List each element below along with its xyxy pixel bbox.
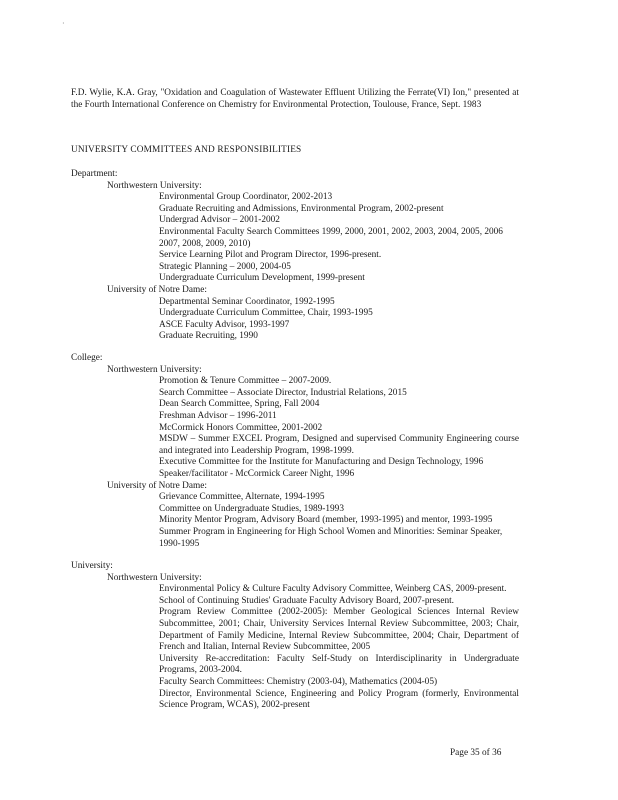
institution-label: Northwestern University: [107,364,202,375]
college-notre-dame-list [159,492,519,550]
list-item: Service Learning Pilot and Program Director, 1996-present. [159,250,382,261]
intro-citation: F.D. Wylie, K.A. Gray, "Oxidation and Coagulation of Wastewater Effluent Utilizing the Ferrate(VI) Ion," presented at the Fourth International Conference on Chemistry for Environmental Protection, Toulouse, France, Sept. 1983 [71,88,519,110]
university-northwestern-list [159,584,519,712]
list-item: Grievance Committee, Alternate, 1994-1995 [159,492,325,503]
list-item: Summer Program in Engineering for High School Women and Minorities: Seminar Speaker, 1990-1995 [159,526,503,549]
list-item: ASCE Faculty Advisor, 1993-1997 [159,319,290,330]
list-item: Faculty Search Committees: Chemistry (2003-04), Mathematics (2004-05) [159,676,438,687]
list-item: Committee on Undergraduate Studies, 1989-1993 [159,503,344,514]
department-notre-dame-list [159,297,519,343]
list-item: Director, Environmental Science, Engineering and Policy Program (formerly, Environmental Science Program, WCAS), 2002-present [159,688,519,711]
department-label: Department: [71,169,118,179]
department-northwestern-list [159,192,519,285]
institution-label: Northwestern University: [107,180,202,191]
list-item: MSDW – Summer EXCEL Program, Designed and supervised Community Engineering course and integrated into Leadership Program, 1998-1999. [159,434,519,456]
list-item: Graduate Recruiting, 1990 [159,331,258,342]
list-item: Search Committee – Associate Director, Industrial Relations, 2015 [159,387,407,398]
institution-label: Northwestern University: [107,572,202,583]
section-title: UNIVERSITY COMMITTEES AND RESPONSIBILITIES [71,145,302,155]
list-item: Freshman Advisor – 1996-2011 [159,410,277,421]
list-item: Minority Mentor Program, Advisory Board (member, 1993-1995) and mentor, 1993-1995 [159,515,493,526]
list-item: Program Review Committee (2002-2005): Member Geological Sciences Internal Review Subcommittee, 2001; Chair, University Services Internal Review Subcommittee, 2003; Chair, Department of Family Medicine, Internal Review Subcommittee, 2004; Chair, Department of French and Italian, Internal Review Subcommittee, 2005 [159,607,519,653]
college-label: College: [71,353,103,363]
list-item: Environmental Policy & Culture Faculty Advisory Committee, Weinberg CAS, 2009-present. [159,584,507,595]
university-label: University: [71,561,113,571]
list-item: Promotion & Tenure Committee – 2007-2009. [159,376,332,387]
university-section [71,561,519,712]
institution-label: University of Notre Dame: [107,480,207,491]
list-item: Graduate Recruiting and Admissions, Environmental Program, 2002-present [159,203,444,214]
list-item: Speaker/facilitator - McCormick Career Night, 1996 [159,468,355,479]
list-item: School of Continuing Studies' Graduate Faculty Advisory Board, 2007-present. [159,595,455,606]
college-section [71,353,519,550]
institution-label: University of Notre Dame: [107,284,207,295]
list-item: Undergrad Advisor – 2001-2002 [159,215,280,226]
list-item: University Re-accreditation: Faculty Self-Study on Interdisciplinarity in Undergraduate Programs, 2003-2004. [159,653,519,676]
department-section [71,169,519,343]
list-item: McCormick Honors Committee, 2001-2002 [159,422,323,433]
list-item: Executive Committee for the Institute for Manufacturing and Design Technology, 1996 [159,457,484,468]
list-item: Environmental Group Coordinator, 2002-2013 [159,192,333,203]
list-item: Strategic Planning – 2000, 2004-05 [159,261,291,272]
college-northwestern-list [159,376,519,480]
list-item: Dean Search Committee, Spring, Fall 2004 [159,399,320,410]
page-number: Page 35 of 36 [450,748,502,758]
list-item: Departmental Seminar Coordinator, 1992-1995 [159,296,335,307]
list-item: Environmental Faculty Search Committees 1999, 2000, 2001, 2002, 2003, 2004, 2005, 2006 2007, 2008, 2009, 2010) [159,226,503,249]
corner-mark: · [62,19,65,28]
list-item: Undergraduate Curriculum Committee, Chair, 1993-1995 [159,308,373,319]
list-item: Undergraduate Curriculum Development, 1999-present [159,273,365,284]
